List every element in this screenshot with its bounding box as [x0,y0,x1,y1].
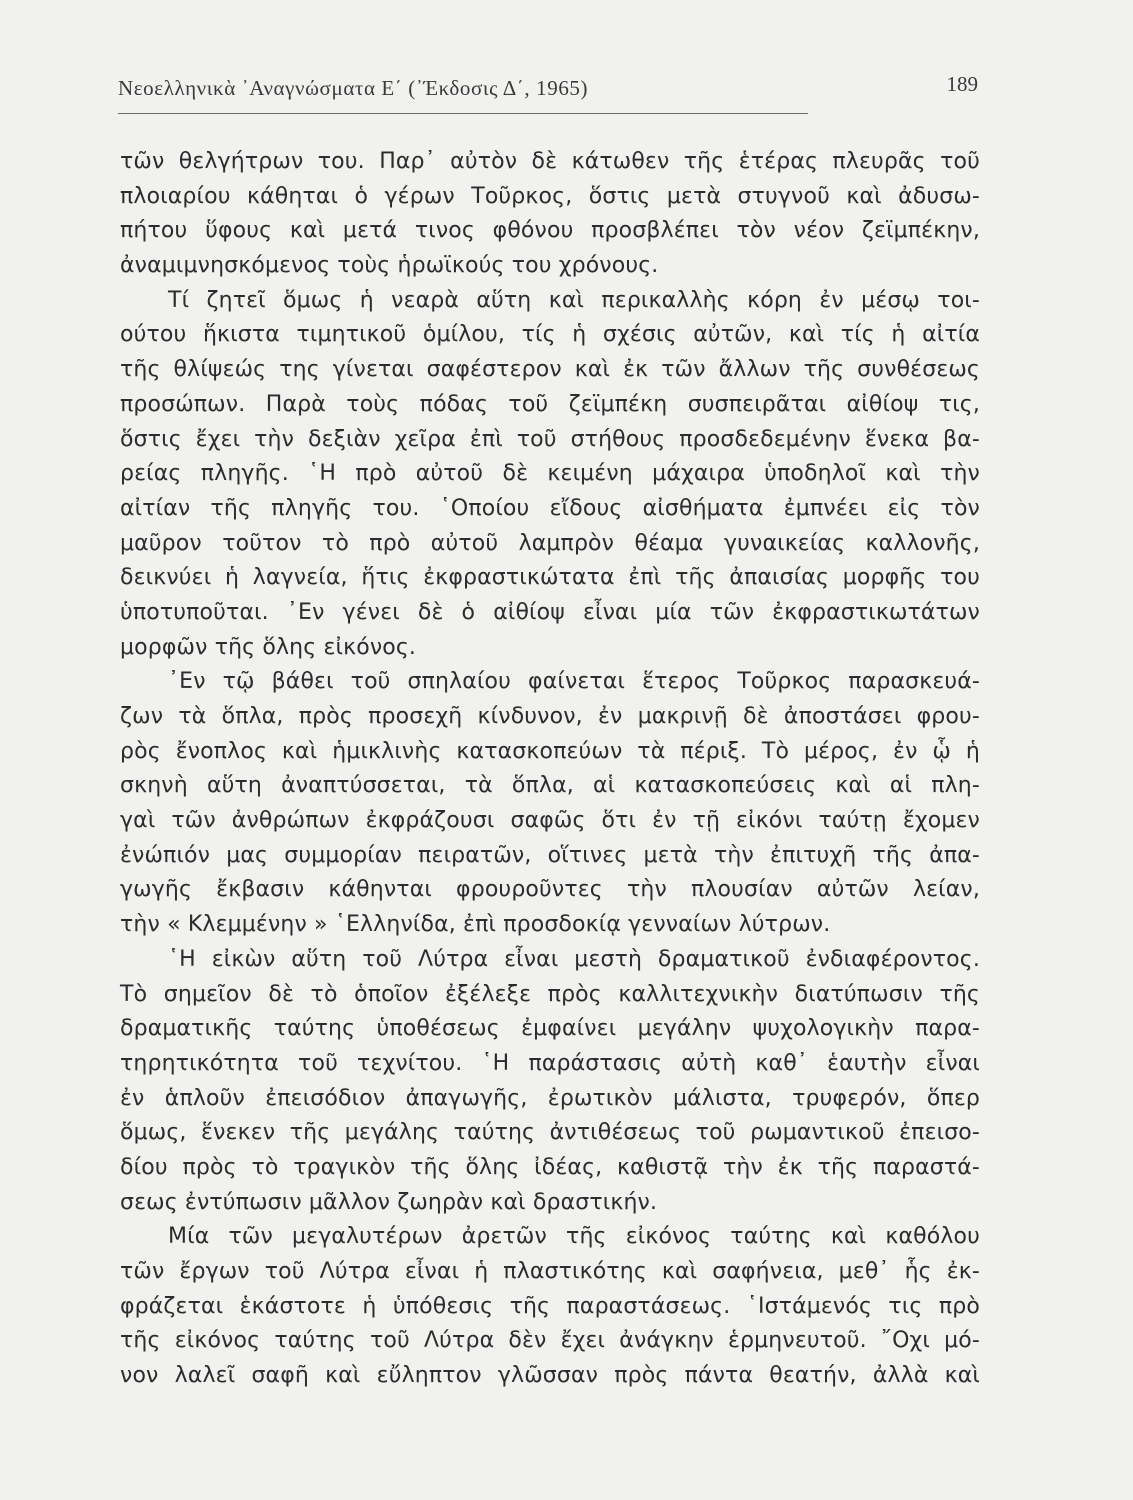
text-line: ρὸς ἔνοπλος καὶ ἡμικλινὴς κατασκοπεύων τὰ πέριξ. Τὸ μέρος, ἐν ᾧ ἡ [120,738,980,764]
text-line: τηρητικότητα τοῦ τεχνίτου. ῾Η παράστασις αὐτὴ καθ᾿ ἑαυτὴν εἶναι [120,1050,980,1076]
text-line: ᾿Εν τῷ βάθει τοῦ σπηλαίου φαίνεται ἕτερος Τοῦρκος παρασκευά- [168,669,980,695]
text-line: σκηνὴ αὕτη ἀναπτύσσεται, τὰ ὅπλα, αἱ κατασκοπεύσεις καὶ αἱ πλη- [120,773,980,799]
text-line: Μία τῶν μεγαλυτέρων ἀρετῶν τῆς εἰκόνος ταύτης καὶ καθόλου [168,1224,980,1250]
text-line: τῆς θλίψεώς της γίνεται σαφέστερον καὶ ἐκ τῶν ἄλλων τῆς συνθέσεως [120,357,980,383]
header-rule [118,113,808,114]
text-line: δεικνύει ἡ λαγνεία, ἥτις ἐκφραστικώτατα ἐπὶ τῆς ἀπαισίας μορφῆς του [120,565,980,591]
text-line: Τί ζητεῖ ὅμως ἡ νεαρὰ αὕτη καὶ περικαλλὴς κόρη ἐν μέσῳ τοι- [168,287,980,313]
running-header-title: Νεοελληνικὰ ᾿Αναγνώσματα Ε΄ (᾿Έκδοσις Δ΄, 1965) [118,76,589,100]
text-line: Τὸ σημεῖον δὲ τὸ ὁποῖον ἐξέλεξε πρὸς καλλιτεχνικὴν διατύπωσιν τῆς [120,981,980,1007]
text-line: τῶν θελγήτρων του. Παρ᾿ αὐτὸν δὲ κάτωθεν τῆς ἑτέρας πλευρᾶς τοῦ [120,149,980,174]
text-line: ὑποτυποῦται. ᾿Εν γένει δὲ ὁ αἰθίοψ εἶναι μία τῶν ἐκφραστικωτάτων [120,599,980,625]
text-line: τῆς εἰκόνος ταύτης τοῦ Λύτρα δὲν ἔχει ἀνάγκην ἑρμηνευτοῦ. ῎Οχι μό- [120,1328,980,1354]
body-text [120,145,980,1394]
text-line: ἐνώπιόν μας συμμορίαν πειρατῶν, οἵτινες μετὰ τὴν ἐπιτυχῆ τῆς ἀπα- [120,842,980,868]
text-line: δίου πρὸς τὸ τραγικὸν τῆς ὅλης ἰδέας, καθιστᾷ τὴν ἐκ τῆς παραστά- [120,1154,980,1180]
running-header [118,70,978,110]
text-line: γαὶ τῶν ἀνθρώπων ἐκφράζουσι σαφῶς ὅτι ἐν τῇ εἰκόνι ταύτῃ ἔχομεν [120,808,980,834]
text-line: τῶν ἔργων τοῦ Λύτρα εἶναι ἡ πλαστικότης καὶ σαφήνεια, μεθ᾿ ἧς ἐκ- [120,1259,980,1284]
text-line: ρείας πληγῆς. ῾Η πρὸ αὐτοῦ δὲ κειμένη μάχαιρα ὑποδηλοῖ καὶ τὴν [120,461,980,487]
text-line: ἀναμιμνησκόμενος τοὺς ἡρωϊκούς του χρόνους. [120,253,659,279]
text-line: μορφῶν τῆς ὅλης εἰκόνος. [120,634,417,660]
text-line: ὅστις ἔχει τὴν δεξιὰν χεῖρα ἐπὶ τοῦ στήθους προσδεδεμένην ἕνεκα βα- [120,426,980,452]
text-line: προσώπων. Παρὰ τοὺς πόδας τοῦ ζεϊμπέκη συσπειρᾶται αἰθίοψ τις, [120,391,980,417]
text-line: ἐν ἁπλοῦν ἐπεισόδιον ἀπαγωγῆς, ἐρωτικὸν μάλιστα, τρυφερόν, ὅπερ [120,1085,980,1111]
text-line: αἰτίαν τῆς πληγῆς του. ῾Οποίου εἴδους αἰσθήματα ἐμπνέει εἰς τὸν [120,495,980,521]
text-line: γωγῆς ἔκβασιν κάθηνται φρουροῦντες τὴν πλουσίαν αὐτῶν λείαν, [120,877,980,903]
text-line: δραματικῆς ταύτης ὑποθέσεως ἐμφαίνει μεγάλην ψυχολογικὴν παρα- [120,1016,980,1042]
text-line: μαῦρον τοῦτον τὸ πρὸ αὐτοῦ λαμπρὸν θέαμα γυναικείας καλλονῆς, [120,530,980,556]
text-line: ούτου ἥκιστα τιμητικοῦ ὁμίλου, τίς ἡ σχέσις αὐτῶν, καὶ τίς ἡ αἰτία [120,322,980,348]
text-line: ζων τὰ ὅπλα, πρὸς προσεχῆ κίνδυνον, ἐν μακρινῇ δὲ ἀποστάσει φρου- [120,704,980,729]
text-line: πλοιαρίου κάθηται ὁ γέρων Τοῦρκος, ὅστις μετὰ στυγνοῦ καὶ ἀδυσω- [120,183,980,209]
text-line: ὅμως, ἕνεκεν τῆς μεγάλης ταύτης ἀντιθέσεως τοῦ ρωμαντικοῦ ἐπεισο- [120,1120,980,1146]
text-line: φράζεται ἑκάστοτε ἡ ὑπόθεσις τῆς παραστάσεως. ῾Ιστάμενός τις πρὸ [120,1293,980,1319]
text-line: πήτου ὕφους καὶ μετά τινος φθόνου προσβλέπει τὸν νέον ζεϊμπέκην, [120,218,980,244]
page-number: 189 [946,72,978,96]
text-line: σεως ἐντύπωσιν μᾶλλον ζωηρὰν καὶ δραστικήν. [120,1189,658,1215]
text-line: νον λαλεῖ σαφῆ καὶ εὔληπτον γλῶσσαν πρὸς πάντα θεατήν, ἀλλὰ καὶ [120,1363,980,1389]
text-line: ῾Η εἰκὼν αὕτη τοῦ Λύτρα εἶναι μεστὴ δραματικοῦ ἐνδιαφέροντος. [168,946,980,972]
text-line: τὴν « Κλεμμένην » ῾Ελληνίδα, ἐπὶ προσδοκίᾳ γενναίων λύτρων. [120,912,831,938]
